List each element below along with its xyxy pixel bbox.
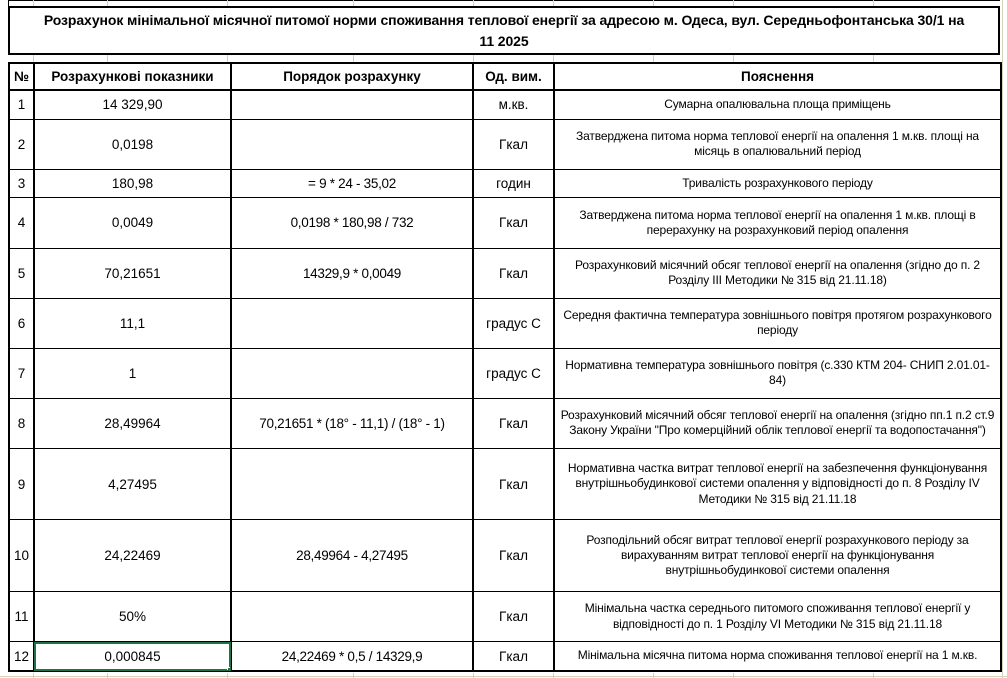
row-number-cell[interactable] <box>9 398 34 448</box>
table-header <box>9 63 1001 90</box>
indicator-value: 180,98 <box>111 176 154 192</box>
explanation-text: Мінімальна частка середнього питомого споживання теплової енергії у відповідності до п. 1 Розділу VI Методики № 315 від 21.11.18 <box>584 601 971 631</box>
unit-value: Гкал <box>499 476 528 492</box>
explanation-text: Затверджена питома норма теплової енергії на опалення 1 м.кв. площі в перерахунку на розрахунковий період опалення <box>579 207 976 237</box>
explanation-text: Сумарна опалювальна площа приміщень <box>664 97 891 112</box>
table-row <box>9 398 1001 448</box>
calculation-order-cell[interactable] <box>231 642 473 671</box>
explanation-cell[interactable] <box>554 198 1001 248</box>
explanation-text: Розрахунковий місячний обсяг теплової енергії на опалення (згідно до п. 2 Розділу III Методики № 315 від 21.11.18) <box>575 257 980 288</box>
row-number: 4 <box>17 215 26 231</box>
indicator-value: 0,000845 <box>104 648 161 664</box>
unit-cell[interactable] <box>473 642 554 671</box>
calculation-order-cell[interactable] <box>231 169 473 198</box>
indicator-value-cell[interactable] <box>34 348 231 398</box>
indicator-value: 28,49964 <box>104 415 161 431</box>
row-number-cell[interactable] <box>9 298 34 348</box>
unit-value: Гкал <box>499 265 528 281</box>
unit-cell[interactable] <box>473 592 554 642</box>
explanation-cell[interactable] <box>554 348 1001 398</box>
header-unit[interactable]: Од. вим. <box>473 63 554 90</box>
explanation-cell[interactable] <box>554 448 1001 520</box>
row-number-cell[interactable] <box>9 448 34 520</box>
calculation-order-cell[interactable] <box>231 448 473 520</box>
table-row <box>9 348 1001 398</box>
row-number: 10 <box>14 548 30 564</box>
unit-cell[interactable] <box>473 169 554 198</box>
table-row <box>9 90 1001 119</box>
row-number: 5 <box>17 265 26 281</box>
calculation-order-cell[interactable] <box>231 119 473 169</box>
title-text <box>44 10 964 51</box>
cropped-row-border <box>8 0 1000 1</box>
explanation-cell[interactable] <box>554 642 1001 671</box>
explanation-text: Тривалість розрахункового періоду <box>682 176 873 191</box>
unit-value: Гкал <box>499 215 528 231</box>
row-number-cell[interactable] <box>9 520 34 592</box>
explanation-text: Нормативна частка витрат теплової енергії на забезпечення функціонування внутрішньобудинкової системи опалення у відповідності до п. 8 Розділу IV Методики № 315 від 21.11.18 <box>567 461 988 506</box>
row-number-cell[interactable] <box>9 592 34 642</box>
indicator-value-cell[interactable] <box>34 448 231 520</box>
gridline-stub <box>227 55 228 62</box>
indicator-value-cell[interactable] <box>34 90 231 119</box>
explanation-cell[interactable] <box>554 169 1001 198</box>
row-number: 12 <box>14 648 30 664</box>
indicator-value-cell[interactable] <box>34 119 231 169</box>
row-number-cell[interactable] <box>9 169 34 198</box>
gridline-stub <box>553 55 554 62</box>
unit-cell[interactable] <box>473 119 554 169</box>
calculation-order-cell[interactable] <box>231 198 473 248</box>
indicator-value-cell[interactable] <box>34 169 231 198</box>
gridline-stub <box>1002 0 1003 678</box>
gridline-stub <box>353 55 354 62</box>
explanation-cell[interactable] <box>554 90 1001 119</box>
unit-value: Гкал <box>499 136 528 152</box>
row-number-cell[interactable] <box>9 642 34 671</box>
calculation-formula: 0,0198 * 180,98 / 732 <box>290 215 414 231</box>
indicator-value-cell[interactable] <box>34 248 231 298</box>
explanation-text: Затверджена питома норма теплової енергії на опалення 1 м.кв. площі на місяць в опалювальний період <box>576 129 979 159</box>
unit-cell[interactable] <box>473 448 554 520</box>
unit-value: Гкал <box>499 648 528 664</box>
gridline-stub <box>653 55 654 62</box>
unit-value: годин <box>496 176 531 192</box>
table-body <box>9 90 1001 671</box>
unit-cell[interactable] <box>473 398 554 448</box>
unit-cell[interactable] <box>473 520 554 592</box>
gridline-stub <box>33 55 34 62</box>
row-number-cell[interactable] <box>9 248 34 298</box>
explanation-text: Мінімальна місячна питома норма споживання теплової енергії на 1 м.кв. <box>577 648 978 663</box>
gridline-stub <box>473 55 474 62</box>
explanation-text: Розподільний обсяг витрат теплової енергії розрахункового періоду за вирахуванням витрат теплової енергії на функціонування внутрішньобудинкової системи опалення <box>586 532 969 578</box>
row-number: 8 <box>17 415 26 431</box>
explanation-text: Середня фактична температура зовнішнього повітря протягом розрахункового періоду <box>563 307 992 338</box>
table-row <box>9 448 1001 520</box>
table-row <box>9 169 1001 198</box>
unit-value: Гкал <box>499 609 528 625</box>
calculation-formula: 70,21651 * (18° - 11,1) / (18° - 1) <box>259 415 445 431</box>
unit-value: Гкал <box>499 548 528 564</box>
indicator-value: 4,27495 <box>108 476 157 492</box>
gridline-stub <box>733 55 734 62</box>
explanation-cell[interactable] <box>554 248 1001 298</box>
row-number-cell[interactable] <box>9 198 34 248</box>
explanation-cell[interactable] <box>554 298 1001 348</box>
header-calculation-order[interactable]: Порядок розрахунку <box>231 63 473 90</box>
row-number-cell[interactable] <box>9 119 34 169</box>
title-line2: 11 2025 <box>479 32 529 49</box>
unit-cell[interactable] <box>473 90 554 119</box>
indicator-value-cell[interactable] <box>34 198 231 248</box>
unit-cell[interactable] <box>473 348 554 398</box>
table-row <box>9 520 1001 592</box>
gridline-stub <box>873 55 874 62</box>
table-row <box>9 592 1001 642</box>
unit-value: градус С <box>486 365 541 381</box>
calculation-order-cell[interactable] <box>231 298 473 348</box>
indicator-value-cell[interactable] <box>34 520 231 592</box>
indicator-value: 70,21651 <box>104 265 161 281</box>
document-title <box>8 6 1000 55</box>
table-row <box>9 298 1001 348</box>
table-row <box>9 248 1001 298</box>
header-number[interactable]: № <box>9 63 34 90</box>
explanation-cell[interactable] <box>554 520 1001 592</box>
gridline-stub <box>0 676 1007 677</box>
table-row <box>9 642 1001 671</box>
title-line1: Розрахунок мінімальної місячної питомої норми споживання теплової енергії за адресою м. Одеса, вул. Середньофонтанська 30/1 на <box>43 12 965 29</box>
unit-cell[interactable] <box>473 198 554 248</box>
indicator-value-cell[interactable] <box>34 592 231 642</box>
explanation-text: Розрахунковий місячний обсяг теплової енергії на опалення (згідно пп.1 п.2 ст.9 Закону України "Про комерційний облік теплової енергії та водопостачання") <box>560 408 995 438</box>
indicator-value: 11,1 <box>119 315 146 331</box>
indicator-value: 0,0049 <box>111 215 154 231</box>
row-number: 9 <box>17 476 26 492</box>
explanation-cell[interactable] <box>554 592 1001 642</box>
calculation-formula: 24,22469 * 0,5 / 14329,9 <box>281 648 423 664</box>
indicator-value-cell[interactable] <box>34 298 231 348</box>
row-number-cell[interactable] <box>9 348 34 398</box>
indicator-value: 24,22469 <box>104 548 161 564</box>
indicator-value-cell[interactable] <box>34 642 231 671</box>
calculation-formula: 14329,9 * 0,0049 <box>302 265 402 281</box>
row-number: 3 <box>17 176 26 192</box>
calculation-order-cell[interactable] <box>231 348 473 398</box>
row-number: 11 <box>14 609 29 625</box>
calculation-order-cell[interactable] <box>231 248 473 298</box>
row-number: 1 <box>17 97 26 113</box>
calculation-order-cell[interactable] <box>231 90 473 119</box>
row-number: 2 <box>17 136 26 152</box>
indicator-value: 1 <box>128 365 137 381</box>
unit-value: м.кв. <box>498 97 529 113</box>
indicator-value: 14 329,90 <box>102 97 163 113</box>
row-number: 7 <box>17 365 26 381</box>
indicator-value: 0,0198 <box>111 136 154 152</box>
fill-handle[interactable] <box>227 667 231 671</box>
header-indicators[interactable]: Розрахункові показники <box>34 63 231 90</box>
unit-cell[interactable] <box>473 248 554 298</box>
calculation-formula: = 9 * 24 - 35,02 <box>308 176 396 192</box>
explanation-text: Нормативна температура зовнішнього повітря (с.330 КТМ 204- СНИП 2.01.01-84) <box>565 357 990 388</box>
calculation-table <box>8 62 1002 672</box>
calculation-order-cell[interactable] <box>231 520 473 592</box>
table-row <box>9 198 1001 248</box>
row-number: 6 <box>17 315 26 331</box>
unit-value: градус С <box>486 315 541 331</box>
explanation-cell[interactable] <box>554 119 1001 169</box>
header-explanation[interactable]: Пояснення <box>554 63 1001 90</box>
indicator-value: 50% <box>118 609 147 625</box>
calculation-formula: 28,49964 - 4,27495 <box>296 548 408 564</box>
calculation-order-cell[interactable] <box>231 398 473 448</box>
calculation-order-cell[interactable] <box>231 592 473 642</box>
unit-cell[interactable] <box>473 298 554 348</box>
unit-value: Гкал <box>499 415 528 431</box>
gridline-stub <box>107 55 108 62</box>
row-number-cell[interactable] <box>9 90 34 119</box>
indicator-value-cell[interactable] <box>34 398 231 448</box>
header-row <box>9 63 1001 90</box>
explanation-cell[interactable] <box>554 398 1001 448</box>
table-row <box>9 119 1001 169</box>
